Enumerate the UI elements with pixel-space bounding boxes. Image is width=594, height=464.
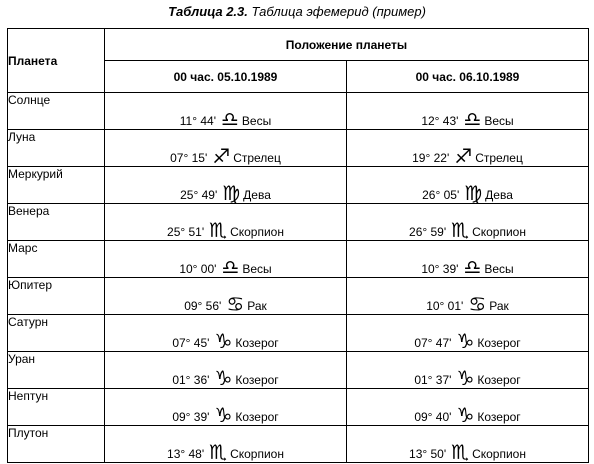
table-row <box>8 352 589 389</box>
zodiac-sign-name: Скорпион <box>472 225 526 239</box>
zodiac-sign-name: Скорпион <box>230 225 284 239</box>
capricorn-icon: ♑ <box>214 329 233 353</box>
zodiac-sign-name: Козерог <box>235 336 279 350</box>
zodiac-sign-name: Козерог <box>477 336 521 350</box>
zodiac-sign-name: Козерог <box>477 410 521 424</box>
position-cell-date2 <box>347 426 589 463</box>
cancer-icon: ♋ <box>226 292 245 316</box>
degree-value: 12° 43' <box>421 114 459 128</box>
table-row <box>8 315 589 352</box>
table-row <box>8 204 589 241</box>
planet-name: Марс <box>8 241 105 278</box>
zodiac-sign-name: Рак <box>247 299 267 313</box>
degree-value: 26° 59' <box>409 225 447 239</box>
position-cell-date1 <box>105 389 347 426</box>
degree-value: 13° 48' <box>167 447 205 461</box>
position-cell-date1 <box>105 315 347 352</box>
degree-value: 09° 40' <box>414 410 452 424</box>
table-row <box>8 278 589 315</box>
table-row <box>8 426 589 463</box>
table-row <box>8 167 589 204</box>
degree-value: 01° 37' <box>414 373 452 387</box>
position-cell-date2 <box>347 241 589 278</box>
zodiac-sign-name: Весы <box>241 114 272 128</box>
sagittarius-icon: ♐ <box>454 144 473 168</box>
position-cell-date2 <box>347 315 589 352</box>
scorpio-icon: ♏ <box>451 440 470 464</box>
zodiac-sign-name: Рак <box>489 299 509 313</box>
degree-value: 07° 15' <box>170 151 208 165</box>
capricorn-icon: ♑ <box>456 366 475 390</box>
zodiac-sign-name: Дева <box>243 188 271 202</box>
table-row <box>8 130 589 167</box>
degree-value: 19° 22' <box>412 151 450 165</box>
position-cell-date2 <box>347 130 589 167</box>
libra-icon: ♎ <box>220 107 239 131</box>
planet-name: Юпитер <box>8 278 105 315</box>
degree-value: 09° 39' <box>172 410 210 424</box>
zodiac-sign-name: Скорпион <box>230 447 284 461</box>
planet-column-header: Планета <box>8 29 105 93</box>
date-header-1: 00 час. 05.10.1989 <box>105 61 347 93</box>
scorpio-icon: ♏ <box>209 218 228 242</box>
ephemeris-table <box>7 28 589 463</box>
degree-value: 25° 49' <box>180 188 218 202</box>
date-header-2: 00 час. 06.10.1989 <box>347 61 589 93</box>
position-cell-date2 <box>347 389 589 426</box>
degree-value: 11° 44' <box>179 114 216 128</box>
position-cell-date2 <box>347 167 589 204</box>
degree-value: 26° 05' <box>422 188 460 202</box>
capricorn-icon: ♑ <box>214 403 233 427</box>
position-cell-date1 <box>105 204 347 241</box>
position-cell-date2 <box>347 204 589 241</box>
zodiac-sign-name: Козерог <box>235 410 279 424</box>
degree-value: 01° 36' <box>172 373 210 387</box>
position-cell-date1 <box>105 130 347 167</box>
libra-icon: ♎ <box>221 255 240 279</box>
degree-value: 07° 45' <box>172 336 210 350</box>
capricorn-icon: ♑ <box>456 329 475 353</box>
planet-name: Плутон <box>8 426 105 463</box>
libra-icon: ♎ <box>463 107 482 131</box>
table-caption <box>0 4 594 19</box>
zodiac-sign-name: Весы <box>484 114 514 128</box>
planet-name: Нептун <box>8 389 105 426</box>
degree-value: 09° 56' <box>184 299 222 313</box>
zodiac-sign-name: Скорпион <box>472 447 526 461</box>
degree-value: 25° 51' <box>167 225 205 239</box>
scorpio-icon: ♏ <box>209 440 228 464</box>
degree-value: 10° 01' <box>426 299 464 313</box>
sagittarius-icon: ♐ <box>212 144 231 168</box>
planet-name: Солнце <box>8 93 105 130</box>
degree-value: 07° 47' <box>414 336 452 350</box>
position-cell-date2 <box>347 352 589 389</box>
position-cell-date1 <box>105 352 347 389</box>
degree-value: 13° 50' <box>409 447 447 461</box>
zodiac-sign-name: Стрелец <box>233 151 281 165</box>
position-cell-date2 <box>347 278 589 315</box>
zodiac-sign-name: Весы <box>242 262 272 276</box>
libra-icon: ♎ <box>463 255 482 279</box>
caption-number: Таблица 2.3. <box>168 4 248 19</box>
position-cell-date1 <box>105 241 347 278</box>
virgo-icon: ♍ <box>464 181 483 205</box>
cancer-icon: ♋ <box>468 292 487 316</box>
position-cell-date1 <box>105 278 347 315</box>
planet-name: Уран <box>8 352 105 389</box>
position-cell-date1 <box>105 93 347 130</box>
planet-name: Луна <box>8 130 105 167</box>
caption-title: Таблица эфемерид (пример) <box>247 4 426 19</box>
position-cell-date1 <box>105 167 347 204</box>
position-cell-date2 <box>347 93 589 130</box>
virgo-icon: ♍ <box>222 181 241 205</box>
position-group-header: Положение планеты <box>105 29 589 61</box>
degree-value: 10° 39' <box>421 262 459 276</box>
planet-name: Венера <box>8 204 105 241</box>
position-cell-date1 <box>105 426 347 463</box>
zodiac-sign-name: Козерог <box>235 373 279 387</box>
table-row <box>8 93 589 130</box>
zodiac-sign-name: Весы <box>484 262 514 276</box>
table-row <box>8 241 589 278</box>
zodiac-sign-name: Козерог <box>477 373 521 387</box>
table-row <box>8 389 589 426</box>
zodiac-sign-name: Дева <box>485 188 513 202</box>
planet-name: Меркурий <box>8 167 105 204</box>
degree-value: 10° 00' <box>179 262 217 276</box>
zodiac-sign-name: Стрелец <box>475 151 523 165</box>
capricorn-icon: ♑ <box>214 366 233 390</box>
capricorn-icon: ♑ <box>456 403 475 427</box>
planet-name: Сатурн <box>8 315 105 352</box>
scorpio-icon: ♏ <box>451 218 470 242</box>
